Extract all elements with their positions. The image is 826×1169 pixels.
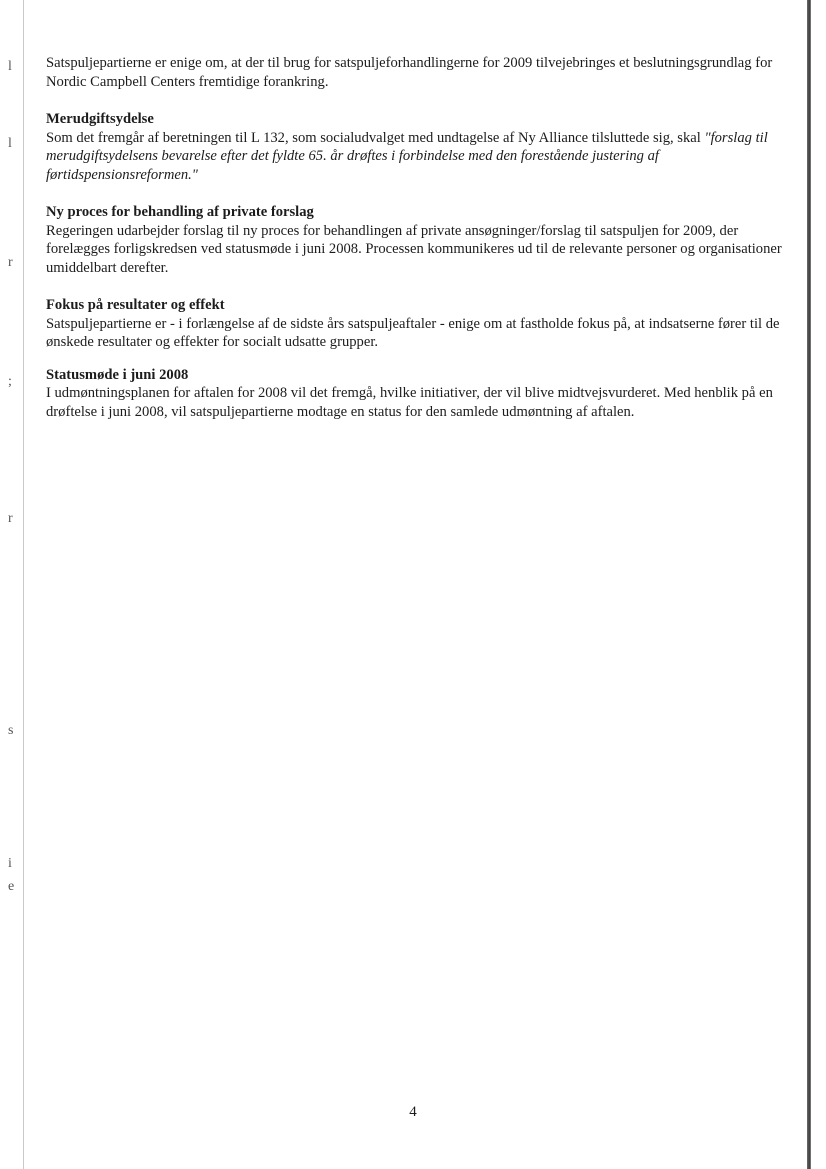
margin-mark: r xyxy=(8,511,13,526)
section-quote: "forslag til merudgiftsydelsens bevarelse efter det fyldte 65. år drøftes i forbindelse med den forestående justering af førtidspensionsreformen." xyxy=(46,129,768,183)
section-body: Satspuljepartierne er - i forlængelse af de sidste års satspuljeaftaler - enige om at fastholde fokus på, at indsatserne fører til de ønskede resultater og effekter for socialt udsatte grupper. xyxy=(46,315,780,350)
section-body-text: Som det fremgår af beretningen til L 132, som socialudvalget med undtagelse af Ny Alliance tilsluttede sig, skal xyxy=(46,129,705,146)
section-body: I udmøntningsplanen for aftalen for 2008 vil det fremgå, hvilke initiativer, der vil blive midtvejsvurderet. Med henblik på en drøftelse i juni 2008, vil satspuljepartierne modtage en status for den samlede udmøntning af aftalen. xyxy=(46,385,773,420)
section-statusmoede xyxy=(46,366,788,422)
section-fokus xyxy=(46,296,788,352)
margin-mark: ; xyxy=(8,374,12,389)
section-body: Regeringen udarbejder forslag til ny proces for behandlingen af private ansøgninger/forslag til satspuljen for 2009, der forelægges forligskredsen ved statusmøde i juni 2008. Processen kommunikeres ud til de relevante personer og organisationer umiddelbart derefter. xyxy=(46,222,782,276)
scan-right-edge xyxy=(807,0,811,1169)
document-body xyxy=(46,54,788,421)
section-body xyxy=(46,129,788,185)
margin-mark: s xyxy=(8,723,14,738)
page-number: 4 xyxy=(409,1104,417,1120)
section-merudgiftsydelse xyxy=(46,110,788,184)
margin-mark: l xyxy=(8,136,12,151)
intro-paragraph: Satspuljepartierne er enige om, at der til brug for satspuljeforhandlingerne for 2009 tilvejebringes et beslutningsgrundlag for Nordic Campbell Centers fremtidige forankring. xyxy=(46,55,773,90)
section-heading: Statusmøde i juni 2008 xyxy=(46,366,189,383)
section-private-forslag xyxy=(46,203,788,277)
margin-mark: l xyxy=(8,59,12,74)
margin-mark: e xyxy=(8,879,15,894)
section-heading: Merudgiftsydelse xyxy=(46,111,154,127)
scan-left-edge xyxy=(23,0,24,1169)
margin-mark: r xyxy=(8,255,13,270)
section-heading: Ny proces for behandling af private forslag xyxy=(46,204,314,220)
section-heading: Fokus på resultater og effekt xyxy=(46,297,225,313)
margin-mark: i xyxy=(8,856,12,871)
